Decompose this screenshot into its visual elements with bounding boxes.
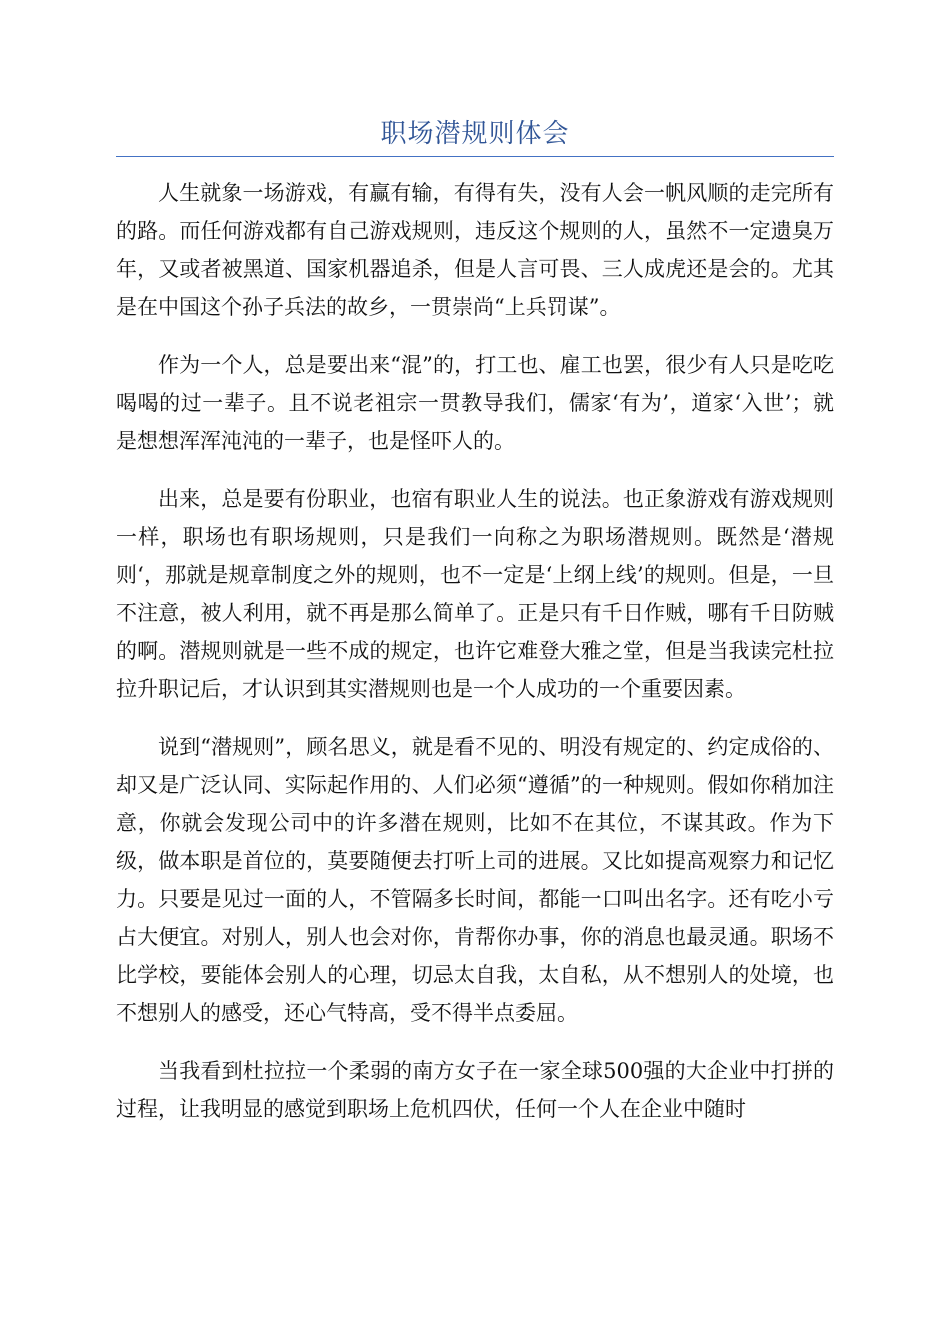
paragraph: 作为一个人，总是要出来“混”的，打工也、雇工也罢，很少有人只是吃吃喝喝的过一辈子。且不说老祖宗一贯教导我们，儒家‘有为’，道家‘入世’；就是想想浑浑沌沌的一辈子，也是怪吓人的。 bbox=[116, 353, 834, 453]
document-title: 职场潜规则体会 bbox=[380, 119, 570, 149]
paragraph: 出来，总是要有份职业，也宿有职业人生的说法。也正象游戏有游戏规则一样，职场也有职场规则，只是我们一向称之为职场潜规则。既然是‘潜规则‘，那就是规章制度之外的规则，也不一定是‘上纲上线’的规则。但是，一旦不注意，被人利用，就不再是那么简单了。正是只有千日作贼，哪有千日防贼的啊。潜规则就是一些不成的规定，也许它难登大雅之堂，但是当我读完杜拉拉升职记后，才认识到其实潜规则也是一个人成功的一个重要因素。 bbox=[116, 487, 834, 701]
document-body bbox=[116, 174, 834, 1148]
title-block bbox=[116, 112, 834, 157]
paragraph: 人生就象一场游戏，有赢有输，有得有失，没有人会一帆风顺的走完所有的路。而任何游戏都有自己游戏规则，违反这个规则的人，虽然不一定遗臭万年，又或者被黑道、国家机器追杀，但是人言可畏、三人成虎还是会的。尤其是在中国这个孙子兵法的故乡，一贯崇尚“上兵罚谋”。 bbox=[116, 181, 834, 319]
paragraph: 当我看到杜拉拉一个柔弱的南方女子在一家全球500强的大企业中打拼的过程，让我明显的感觉到职场上危机四伏，任何一个人在企业中随时 bbox=[116, 1059, 834, 1121]
paragraph: 说到“潜规则”，顾名思义，就是看不见的、明没有规定的、约定成俗的、却又是广泛认同、实际起作用的、人们必须“遵循”的一种规则。假如你稍加注意，你就会发现公司中的许多潜在规则，比如不在其位，不谋其政。作为下级，做本职是首位的，莫要随便去打听上司的进展。又比如提高观察力和记忆力。只要是见过一面的人，不管隔多长时间，都能一口叫出名字。还有吃小亏占大便宜。对别人，别人也会对你，肯帮你办事，你的消息也最灵通。职场不比学校，要能体会别人的心理，切忌太自我，太自私，从不想别人的处境，也不想别人的感受，还心气特高，受不得半点委屈。 bbox=[116, 735, 834, 1025]
